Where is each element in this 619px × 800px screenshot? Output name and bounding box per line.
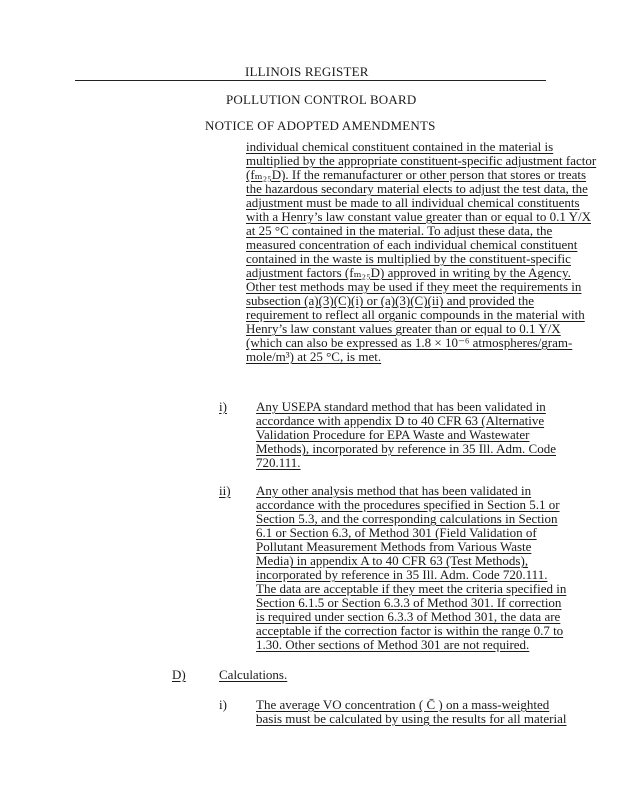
text-line: Media) in appendix A to 40 CFR 63 (Test Methods),: [256, 553, 529, 568]
intro-paragraph: [246, 140, 596, 364]
text-line: basis must be calculated by using the results for all material: [256, 711, 567, 726]
text-line: with a Henry’s law constant value greater than or equal to 0.1 Y/X: [246, 209, 591, 224]
text-line: Any other analysis method that has been validated in: [256, 483, 532, 498]
section-d-title: Calculations.: [219, 667, 288, 682]
text-line: incorporated by reference in 35 Ill. Adm. Code 720.111.: [256, 567, 548, 582]
text-line: Section 6.1.5 or Section 6.3.3 of Method 301. If correction: [256, 595, 562, 610]
text-line: acceptable if the correction factor is within the range 0.7 to: [256, 623, 564, 638]
text-line: the hazardous secondary material elects to adjust the test data, the: [246, 181, 588, 196]
text-line: Any USEPA standard method that has been validated in: [256, 399, 546, 414]
text-line: adjustment factors (fₘ₂₅D) approved in writing by the Agency.: [246, 265, 571, 280]
item-ii-paragraph: [256, 484, 566, 652]
item-ii-label: ii): [219, 483, 231, 498]
text-line: (fₘ₂₅D). If the remanufacturer or other person that stores or treats: [246, 167, 587, 182]
notice-title: NOTICE OF ADOPTED AMENDMENTS: [205, 118, 436, 133]
text-line: subsection (a)(3)(C)(i) or (a)(3)(C)(ii) and provided the: [246, 293, 535, 308]
item-d-i-paragraph: [256, 698, 566, 726]
text-line: at 25 °C contained in the material. To adjust these data, the: [246, 223, 553, 238]
text-line: mole/m³) at 25 °C, is met.: [246, 349, 382, 364]
text-line: The average VO concentration ( C̄ ) on a mass-weighted: [256, 697, 550, 712]
header-rule: [75, 80, 546, 81]
text-line: accordance with the procedures specified in Section 5.1 or: [256, 497, 560, 512]
board-title: POLLUTION CONTROL BOARD: [226, 92, 417, 107]
text-line: requirement to reflect all organic compounds in the material with: [246, 307, 585, 322]
text-line: Other test methods may be used if they meet the requirements in: [246, 279, 582, 294]
text-line: adjustment must be made to all individual chemical constituents: [246, 195, 580, 210]
text-line: contained in the waste is multiplied by the constituent-specific: [246, 251, 571, 266]
section-d-label: D): [172, 667, 186, 682]
text-line: multiplied by the appropriate constituent-specific adjustment factor: [246, 153, 597, 168]
text-line: accordance with appendix D to 40 CFR 63 (Alternative: [256, 413, 545, 428]
text-line: The data are acceptable if they meet the criteria specified in: [256, 581, 567, 596]
document-body: [0, 140, 619, 726]
text-line: 720.111.: [256, 455, 301, 470]
text-line: Pollutant Measurement Methods from Various Waste: [256, 539, 532, 554]
text-line: (which can also be expressed as 1.8 × 10⁻⁶ atmospheres/gram-: [246, 335, 573, 350]
text-line: 6.1 or Section 6.3, of Method 301 (Field Validation of: [256, 525, 537, 540]
text-line: measured concentration of each individual chemical constituent: [246, 237, 578, 252]
text-line: Section 5.3, and the corresponding calculations in Section: [256, 511, 558, 526]
item-d-i-label: i): [219, 697, 227, 712]
text-line: Methods), incorporated by reference in 35 Ill. Adm. Code: [256, 441, 556, 456]
register-title: ILLINOIS REGISTER: [245, 64, 369, 79]
text-line: Henry’s law constant values greater than or equal to 0.1 Y/X: [246, 321, 561, 336]
text-line: individual chemical constituent contained in the material is: [246, 139, 554, 154]
item-i-label: i): [219, 399, 227, 414]
item-i-paragraph: [256, 400, 556, 470]
text-line: Validation Procedure for EPA Waste and Wastewater: [256, 427, 530, 442]
text-line: 1.30. Other sections of Method 301 are not required.: [256, 637, 530, 652]
text-line: is required under section 6.3.3 of Method 301, the data are: [256, 609, 561, 624]
